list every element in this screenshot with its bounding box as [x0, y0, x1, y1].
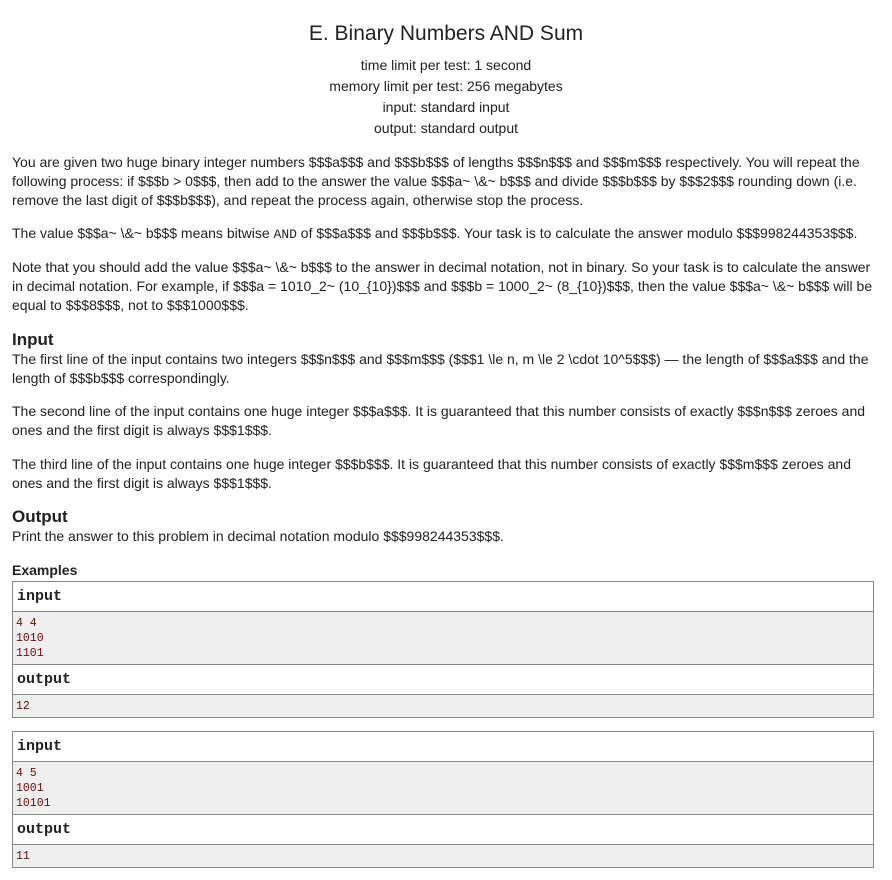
output-file: output: standard output — [374, 120, 518, 136]
and-keyword: AND — [273, 227, 297, 242]
input-file: input: standard input — [382, 99, 510, 115]
memory-limit: memory limit per test: 256 megabytes — [329, 78, 563, 94]
example-1-output-label: output — [13, 665, 873, 695]
legend-paragraph-3: Note that you should add the value $$$a~ \&~ b$$$ to the answer in decimal notation, not in binary. So your task is to calculate the answer in decimal notation. For example, if $$$a = 1010_2~ (10_{10})$$$ and $$$b = 1000_2~ (8_{10})$$$, then the value $$$a~ \&~ b$$$ will be equal to $$$8$$$, not to $$$1000$$$. — [12, 259, 873, 313]
legend-paragraph-2-text-b: of $$$a$$$ and $$$b$$$. Your task is to calculate the answer modulo $$$998244353$$$. — [296, 225, 858, 241]
input-section-title: Input — [12, 330, 54, 349]
example-1 — [12, 581, 874, 718]
input-paragraph-1: The first line of the input contains two integers $$$n$$$ and $$$m$$$ ($$$1 \le n, m \le 2 \cdot 10^5$$$) — the length of $$$a$$$ and the length of $$$b$$$ correspondingly. — [12, 351, 869, 386]
example-2 — [12, 731, 874, 868]
output-section-title: Output — [12, 507, 68, 526]
example-2-output-label: output — [13, 815, 873, 845]
legend-paragraph-2-text-a: The value $$$a~ \&~ b$$$ means bitwise — [12, 225, 274, 241]
input-paragraph-2: The second line of the input contains one huge integer $$$a$$$. It is guaranteed that this number consists of exactly $$$n$$$ zeroes and ones and the first digit is always $$$1$$$. — [12, 403, 866, 438]
example-2-output[interactable]: 11 — [13, 845, 873, 867]
example-2-input-label: input — [13, 732, 873, 762]
time-limit: time limit per test: 1 second — [360, 57, 532, 73]
example-2-input[interactable]: 4 5 1001 10101 — [13, 762, 873, 815]
example-1-input-label: input — [13, 582, 873, 612]
problem-title: E. Binary Numbers AND Sum — [308, 22, 584, 45]
input-paragraph-3: The third line of the input contains one huge integer $$$b$$$. It is guaranteed that this number consists of exactly $$$m$$$ zeroes and ones and the first digit is always $$$1$$$. — [12, 456, 851, 491]
example-1-input[interactable]: 4 4 1010 1101 — [13, 612, 873, 665]
example-1-output[interactable]: 12 — [13, 695, 873, 717]
legend-paragraph-1: You are given two huge binary integer numbers $$$a$$$ and $$$b$$$ of lengths $$$n$$$ and $$$m$$$ respectively. You will repeat the following process: if $$$b > 0$$$, then add to the answer the value $$$a~ \&~ b$$$ and divide $$$b$$$ by $$$2$$$ rounding down (i.e. remove the last digit of $$$b$$$), and repeat the process again, otherwise stop the process. — [12, 154, 860, 208]
legend-paragraph-2 — [12, 224, 878, 244]
output-paragraph-1: Print the answer to this problem in decimal notation modulo $$$998244353$$$. — [12, 528, 504, 544]
examples-title: Examples — [12, 562, 78, 578]
